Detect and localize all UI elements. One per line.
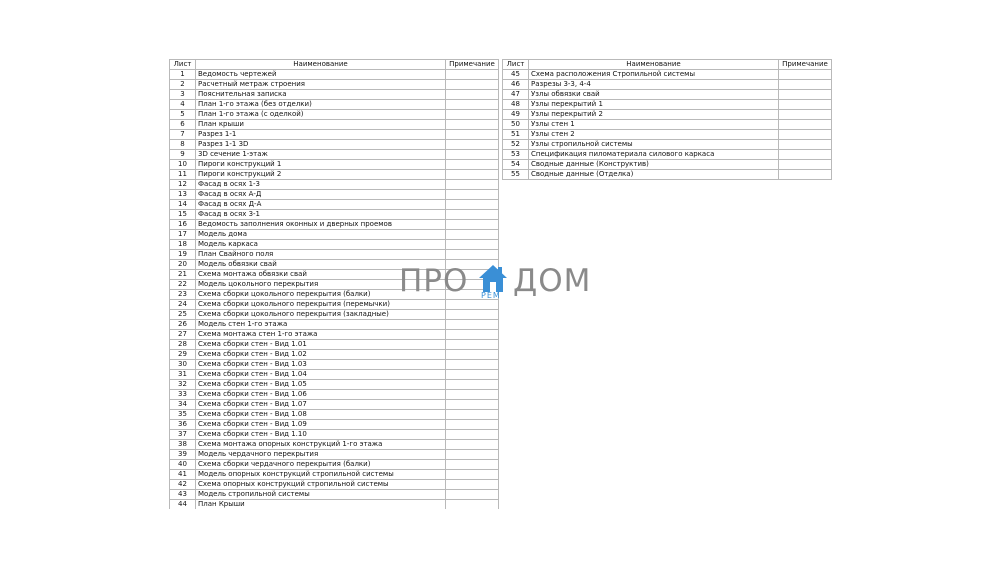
table-body-right: [503, 70, 832, 180]
sheet-note: [446, 120, 499, 130]
sheet-title: Схема сборки цокольного перекрытия (балки): [196, 290, 446, 300]
watermark-logo: [399, 262, 601, 304]
sheet-title: Разрез 1-1: [196, 130, 446, 140]
sheet-note: [446, 320, 499, 330]
sheet-title: Схема монтажа стен 1-го этажа: [196, 330, 446, 340]
sheet-title: Разрез 1-1 3D: [196, 140, 446, 150]
table-row: [170, 120, 499, 130]
sheet-note: [446, 240, 499, 250]
sheet-number: 30: [170, 360, 196, 370]
table-row: [170, 420, 499, 430]
sheet-number: 42: [170, 480, 196, 490]
sheet-number: 1: [170, 70, 196, 80]
sheet-number: 8: [170, 140, 196, 150]
sheet-number: 26: [170, 320, 196, 330]
sheet-number: 17: [170, 230, 196, 240]
sheet-number: 6: [170, 120, 196, 130]
table-row: [170, 160, 499, 170]
sheet-title: Пояснительная записка: [196, 90, 446, 100]
table-row: [170, 500, 499, 510]
sheet-note: [446, 490, 499, 500]
sheet-title: Ведомость чертежей: [196, 70, 446, 80]
sheet-number: 27: [170, 330, 196, 340]
sheet-note: [446, 80, 499, 90]
sheet-note: [779, 160, 832, 170]
sheet-number: 16: [170, 220, 196, 230]
sheet-number: 4: [170, 100, 196, 110]
table-row: [170, 320, 499, 330]
sheet-number: 9: [170, 150, 196, 160]
col-header-name: Наименование: [196, 60, 446, 70]
sheet-note: [446, 140, 499, 150]
sheet-title: Схема монтажа опорных конструкций 1-го этажа: [196, 440, 446, 450]
table-row: [503, 100, 832, 110]
sheet-number: 22: [170, 280, 196, 290]
sheet-title: Схема сборки цокольного перекрытия (закладные): [196, 310, 446, 320]
logo-subtext: РЕМ: [481, 291, 501, 300]
table-row: [503, 130, 832, 140]
sheet-number: 51: [503, 130, 529, 140]
sheet-title: Модель стропильной системы: [196, 490, 446, 500]
sheet-number: 34: [170, 400, 196, 410]
sheet-title: План 1-го этажа (без отделки): [196, 100, 446, 110]
sheet-number: 15: [170, 210, 196, 220]
sheet-title: План 1-го этажа (с оделкой): [196, 110, 446, 120]
table-row: [170, 460, 499, 470]
logo-text-right: ДОМ: [513, 263, 592, 299]
table-row: [170, 70, 499, 80]
sheet-note: [446, 210, 499, 220]
sheet-note: [446, 460, 499, 470]
table-row: [170, 210, 499, 220]
sheet-title: Узлы стен 2: [529, 130, 779, 140]
sheet-number: 48: [503, 100, 529, 110]
sheet-title: Спецификация пиломатериала силового каркаса: [529, 150, 779, 160]
table-row: [170, 80, 499, 90]
sheet-number: 46: [503, 80, 529, 90]
sheet-number: 20: [170, 260, 196, 270]
sheet-note: [446, 170, 499, 180]
sheet-number: 23: [170, 290, 196, 300]
sheet-note: [446, 200, 499, 210]
sheet-note: [779, 80, 832, 90]
sheet-note: [446, 500, 499, 510]
sheet-note: [446, 130, 499, 140]
col-header-sheet: Лист: [503, 60, 529, 70]
sheet-title: Схема монтажа обвязки свай: [196, 270, 446, 280]
sheet-note: [446, 350, 499, 360]
table-row: [170, 90, 499, 100]
sheet-title: Схема сборки цокольного перекрытия (перемычки): [196, 300, 446, 310]
sheet-note: [446, 390, 499, 400]
sheet-note: [446, 360, 499, 370]
table-row: [170, 340, 499, 350]
table-row: [170, 170, 499, 180]
sheet-title: Схема сборки чердачного перекрытия (балки): [196, 460, 446, 470]
sheet-number: 54: [503, 160, 529, 170]
sheet-note: [779, 90, 832, 100]
sheet-title: Схема сборки стен - Вид 1.08: [196, 410, 446, 420]
sheet-number: 29: [170, 350, 196, 360]
sheet-number: 35: [170, 410, 196, 420]
sheet-title: Модель обвязки свай: [196, 260, 446, 270]
sheet-title: Схема сборки стен - Вид 1.05: [196, 380, 446, 390]
sheet-title: Узлы стен 1: [529, 120, 779, 130]
table-row: [170, 220, 499, 230]
sheet-note: [446, 420, 499, 430]
sheet-number: 19: [170, 250, 196, 260]
sheet-title: Модель дома: [196, 230, 446, 240]
sheet-note: [446, 310, 499, 320]
sheet-number: 40: [170, 460, 196, 470]
table-header-row: [503, 60, 832, 70]
table-row: [170, 100, 499, 110]
sheet-title: Узлы обвязки свай: [529, 90, 779, 100]
sheet-note: [446, 380, 499, 390]
sheet-note: [446, 470, 499, 480]
sheet-number: 33: [170, 390, 196, 400]
page-cutoff: [160, 509, 505, 566]
sheet-note: [446, 220, 499, 230]
sheet-title: Схема сборки стен - Вид 1.04: [196, 370, 446, 380]
table-row: [170, 380, 499, 390]
sheet-note: [446, 180, 499, 190]
table-row: [170, 190, 499, 200]
sheet-title: Фасад в осях А-Д: [196, 190, 446, 200]
sheet-title: Ведомость заполнения оконных и дверных проемов: [196, 220, 446, 230]
sheet-number: 44: [170, 500, 196, 510]
sheet-number: 52: [503, 140, 529, 150]
sheet-title: Модель цокольного перекрытия: [196, 280, 446, 290]
sheet-note: [779, 130, 832, 140]
sheet-title: Схема сборки стен - Вид 1.01: [196, 340, 446, 350]
sheet-number: 39: [170, 450, 196, 460]
sheet-title: Схема сборки стен - Вид 1.03: [196, 360, 446, 370]
sheet-title: Модель стен 1-го этажа: [196, 320, 446, 330]
sheet-note: [446, 480, 499, 490]
sheet-number: 45: [503, 70, 529, 80]
table-row: [503, 120, 832, 130]
table-row: [503, 140, 832, 150]
col-header-note: Примечание: [779, 60, 832, 70]
sheet-number: 13: [170, 190, 196, 200]
sheet-note: [446, 340, 499, 350]
sheet-number: 18: [170, 240, 196, 250]
table-row: [170, 410, 499, 420]
sheet-title: Схема сборки стен - Вид 1.02: [196, 350, 446, 360]
col-header-name: Наименование: [529, 60, 779, 70]
table-row: [170, 240, 499, 250]
table-row: [170, 390, 499, 400]
sheet-title: Расчетный метраж строения: [196, 80, 446, 90]
table-row: [170, 230, 499, 240]
table-row: [503, 70, 832, 80]
table-row: [170, 250, 499, 260]
sheet-title: Узлы перекрытий 2: [529, 110, 779, 120]
sheet-note: [779, 140, 832, 150]
sheet-note: [779, 70, 832, 80]
sheet-title: Разрезы 3-3, 4-4: [529, 80, 779, 90]
sheet-number: 53: [503, 150, 529, 160]
sheet-note: [446, 110, 499, 120]
table-header-row: [170, 60, 499, 70]
sheet-note: [446, 160, 499, 170]
sheet-note: [446, 190, 499, 200]
table-row: [503, 80, 832, 90]
table-row: [170, 200, 499, 210]
sheet-number: 37: [170, 430, 196, 440]
table-row: [170, 140, 499, 150]
sheet-title: Фасад в осях Д-А: [196, 200, 446, 210]
sheet-title: 3D сечение 1-этаж: [196, 150, 446, 160]
sheet-title: Пироги конструкций 2: [196, 170, 446, 180]
sheet-number: 2: [170, 80, 196, 90]
sheet-title: Пироги конструкций 1: [196, 160, 446, 170]
sheet-note: [446, 430, 499, 440]
table-row: [503, 90, 832, 100]
table-row: [170, 330, 499, 340]
sheet-number: 12: [170, 180, 196, 190]
logo-text-left: ПРО: [399, 263, 469, 299]
table-row: [170, 130, 499, 140]
sheet-note: [446, 230, 499, 240]
sheet-title: Модель каркаса: [196, 240, 446, 250]
sheet-title: Схема расположения Стропильной системы: [529, 70, 779, 80]
table-row: [170, 440, 499, 450]
table-row: [170, 110, 499, 120]
sheet-note: [446, 70, 499, 80]
sheet-number: 25: [170, 310, 196, 320]
sheet-number: 24: [170, 300, 196, 310]
sheet-number: 43: [170, 490, 196, 500]
sheet-number: 55: [503, 170, 529, 180]
sheet-number: 10: [170, 160, 196, 170]
sheet-number: 11: [170, 170, 196, 180]
sheet-title: Модель чердачного перекрытия: [196, 450, 446, 460]
table-row: [170, 370, 499, 380]
sheet-title: Сводные данные (Отделка): [529, 170, 779, 180]
sheet-number: 47: [503, 90, 529, 100]
table-row: [503, 150, 832, 160]
sheet-note: [446, 150, 499, 160]
sheet-note: [446, 370, 499, 380]
sheet-note: [446, 450, 499, 460]
sheet-title: Сводные данные (Конструктив): [529, 160, 779, 170]
sheet-note: [446, 100, 499, 110]
sheet-title: Схема опорных конструкций стропильной системы: [196, 480, 446, 490]
table-row: [170, 360, 499, 370]
sheet-title: Узлы стропильной системы: [529, 140, 779, 150]
sheet-number: 49: [503, 110, 529, 120]
table-row: [170, 450, 499, 460]
sheet-note: [446, 440, 499, 450]
sheet-title: План крыши: [196, 120, 446, 130]
table-row: [170, 480, 499, 490]
house-icon: [477, 262, 509, 294]
sheet-note: [779, 100, 832, 110]
sheet-number: 36: [170, 420, 196, 430]
table-row: [170, 310, 499, 320]
sheet-note: [446, 330, 499, 340]
col-header-note: Примечание: [446, 60, 499, 70]
sheet-note: [446, 410, 499, 420]
table-row: [170, 350, 499, 360]
sheet-title: Схема сборки стен - Вид 1.06: [196, 390, 446, 400]
sheet-number: 7: [170, 130, 196, 140]
sheet-note: [779, 110, 832, 120]
sheet-title: План Свайного поля: [196, 250, 446, 260]
drawings-list-table-right: [502, 59, 832, 180]
table-row: [503, 160, 832, 170]
sheet-number: 31: [170, 370, 196, 380]
sheet-title: Модель опорных конструкций стропильной системы: [196, 470, 446, 480]
sheet-number: 5: [170, 110, 196, 120]
table-row: [503, 170, 832, 180]
sheet-title: Схема сборки стен - Вид 1.10: [196, 430, 446, 440]
col-header-sheet: Лист: [170, 60, 196, 70]
table-row: [170, 400, 499, 410]
sheet-note: [446, 90, 499, 100]
sheet-note: [779, 120, 832, 130]
table-row: [170, 490, 499, 500]
sheet-title: Узлы перекрытий 1: [529, 100, 779, 110]
sheet-number: 3: [170, 90, 196, 100]
sheet-note: [446, 400, 499, 410]
sheet-title: Фасад в осях 3-1: [196, 210, 446, 220]
sheet-number: 14: [170, 200, 196, 210]
table-row: [503, 110, 832, 120]
sheet-number: 32: [170, 380, 196, 390]
sheet-title: Схема сборки стен - Вид 1.09: [196, 420, 446, 430]
table-row: [170, 430, 499, 440]
table-row: [170, 470, 499, 480]
table-row: [170, 180, 499, 190]
sheet-number: 21: [170, 270, 196, 280]
sheet-note: [779, 170, 832, 180]
sheet-note: [446, 250, 499, 260]
sheet-number: 50: [503, 120, 529, 130]
table-row: [170, 150, 499, 160]
sheet-number: 41: [170, 470, 196, 480]
sheet-title: Схема сборки стен - Вид 1.07: [196, 400, 446, 410]
sheet-title: Фасад в осях 1-3: [196, 180, 446, 190]
sheet-number: 28: [170, 340, 196, 350]
sheet-note: [779, 150, 832, 160]
sheet-number: 38: [170, 440, 196, 450]
sheet-title: План Крыши: [196, 500, 446, 510]
